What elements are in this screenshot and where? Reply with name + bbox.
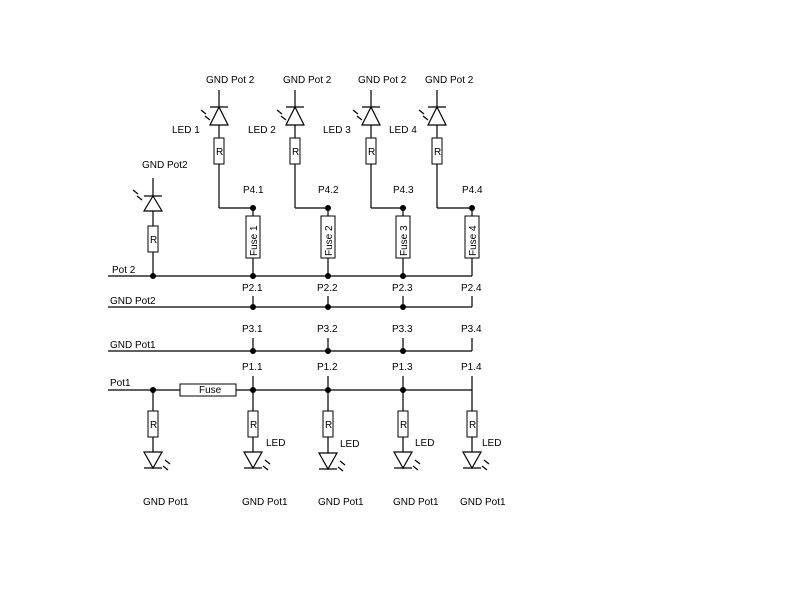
top-gnd-label-4: GND Pot 2 bbox=[425, 75, 474, 86]
led-3-label: LED 3 bbox=[323, 125, 351, 136]
gnd-pot2-rail-label: GND Pot2 bbox=[110, 296, 156, 307]
left-node-dot bbox=[150, 273, 156, 279]
p4-3-label: P4.3 bbox=[393, 185, 414, 196]
p2-3-label: P2.3 bbox=[392, 283, 413, 294]
bottom-resistor-4-label: R bbox=[469, 420, 477, 431]
bottom-gnd-label-4: GND Pot1 bbox=[393, 497, 439, 508]
p1-2-label: P1.2 bbox=[317, 362, 338, 373]
top-gnd-label-3: GND Pot 2 bbox=[358, 75, 407, 86]
fuse-3-label: Fuse 3 bbox=[399, 225, 410, 256]
p1-1-label: P1.1 bbox=[242, 362, 263, 373]
led-3-icon bbox=[353, 107, 380, 125]
p2-4-label: P2.4 bbox=[461, 283, 482, 294]
p2-2-label: P2.2 bbox=[317, 283, 338, 294]
bottom-resistor-0-label: R bbox=[150, 420, 158, 431]
bottom-led-1-icon bbox=[244, 452, 270, 470]
left-gnd-label: GND Pot2 bbox=[142, 160, 188, 171]
bottom-gnd-label-3: GND Pot1 bbox=[318, 497, 364, 508]
bottom-led-4-label: LED bbox=[482, 438, 502, 449]
led-1-icon bbox=[201, 107, 228, 125]
led-1-label: LED 1 bbox=[172, 125, 200, 136]
p3-1-label: P3.1 bbox=[242, 324, 263, 335]
left-led-icon bbox=[133, 190, 162, 211]
p3-2-label: P3.2 bbox=[317, 324, 338, 335]
p3-3-label: P3.3 bbox=[392, 324, 413, 335]
pot1-rail-label: Pot1 bbox=[110, 378, 131, 389]
bottom-led-0-icon bbox=[144, 452, 170, 470]
led-2-label: LED 2 bbox=[248, 125, 276, 136]
pot2-rail-label: Pot 2 bbox=[112, 265, 136, 276]
resistor-4-label: R bbox=[434, 147, 442, 158]
fuse-4-label: Fuse 4 bbox=[468, 225, 479, 256]
led-4-icon bbox=[419, 107, 446, 125]
fuse-1-label: Fuse 1 bbox=[249, 225, 260, 256]
led-2-icon bbox=[277, 107, 304, 125]
bottom-gnd-label-1: GND Pot1 bbox=[143, 497, 189, 508]
bottom-led-3-icon bbox=[394, 452, 420, 470]
bottom-led-1-label: LED bbox=[266, 438, 286, 449]
p2-1-label: P2.1 bbox=[242, 283, 263, 294]
resistor-3-label: R bbox=[368, 147, 376, 158]
resistor-1-label: R bbox=[216, 147, 224, 158]
bottom-gnd-label-5: GND Pot1 bbox=[460, 497, 506, 508]
top-gnd-label-1: GND Pot 2 bbox=[206, 75, 255, 86]
bottom-resistor-2-label: R bbox=[325, 420, 333, 431]
bottom-led-3-label: LED bbox=[415, 438, 435, 449]
resistor-2-label: R bbox=[292, 147, 300, 158]
p1-4-label: P1.4 bbox=[461, 362, 482, 373]
p4-1-label: P4.1 bbox=[243, 185, 264, 196]
bottom-led-2-label: LED bbox=[340, 439, 360, 450]
bottom-led-2-icon bbox=[319, 453, 345, 471]
top-gnd-label-2: GND Pot 2 bbox=[283, 75, 332, 86]
bottom-resistor-1-label: R bbox=[250, 420, 258, 431]
gnd-pot1-rail-label: GND Pot1 bbox=[110, 340, 156, 351]
bottom-fuse-label: Fuse bbox=[199, 385, 222, 396]
bottom-resistor-3-label: R bbox=[400, 420, 408, 431]
p1-3-label: P1.3 bbox=[392, 362, 413, 373]
bottom-gnd-label-2: GND Pot1 bbox=[242, 497, 288, 508]
p3-4-label: P3.4 bbox=[461, 324, 482, 335]
fuse-2-label: Fuse 2 bbox=[324, 225, 335, 256]
bottom-led-4-icon bbox=[463, 452, 489, 470]
p4-4-label: P4.4 bbox=[462, 185, 483, 196]
led-4-label: LED 4 bbox=[389, 125, 417, 136]
p4-2-label: P4.2 bbox=[318, 185, 339, 196]
left-resistor-label: R bbox=[150, 235, 158, 246]
